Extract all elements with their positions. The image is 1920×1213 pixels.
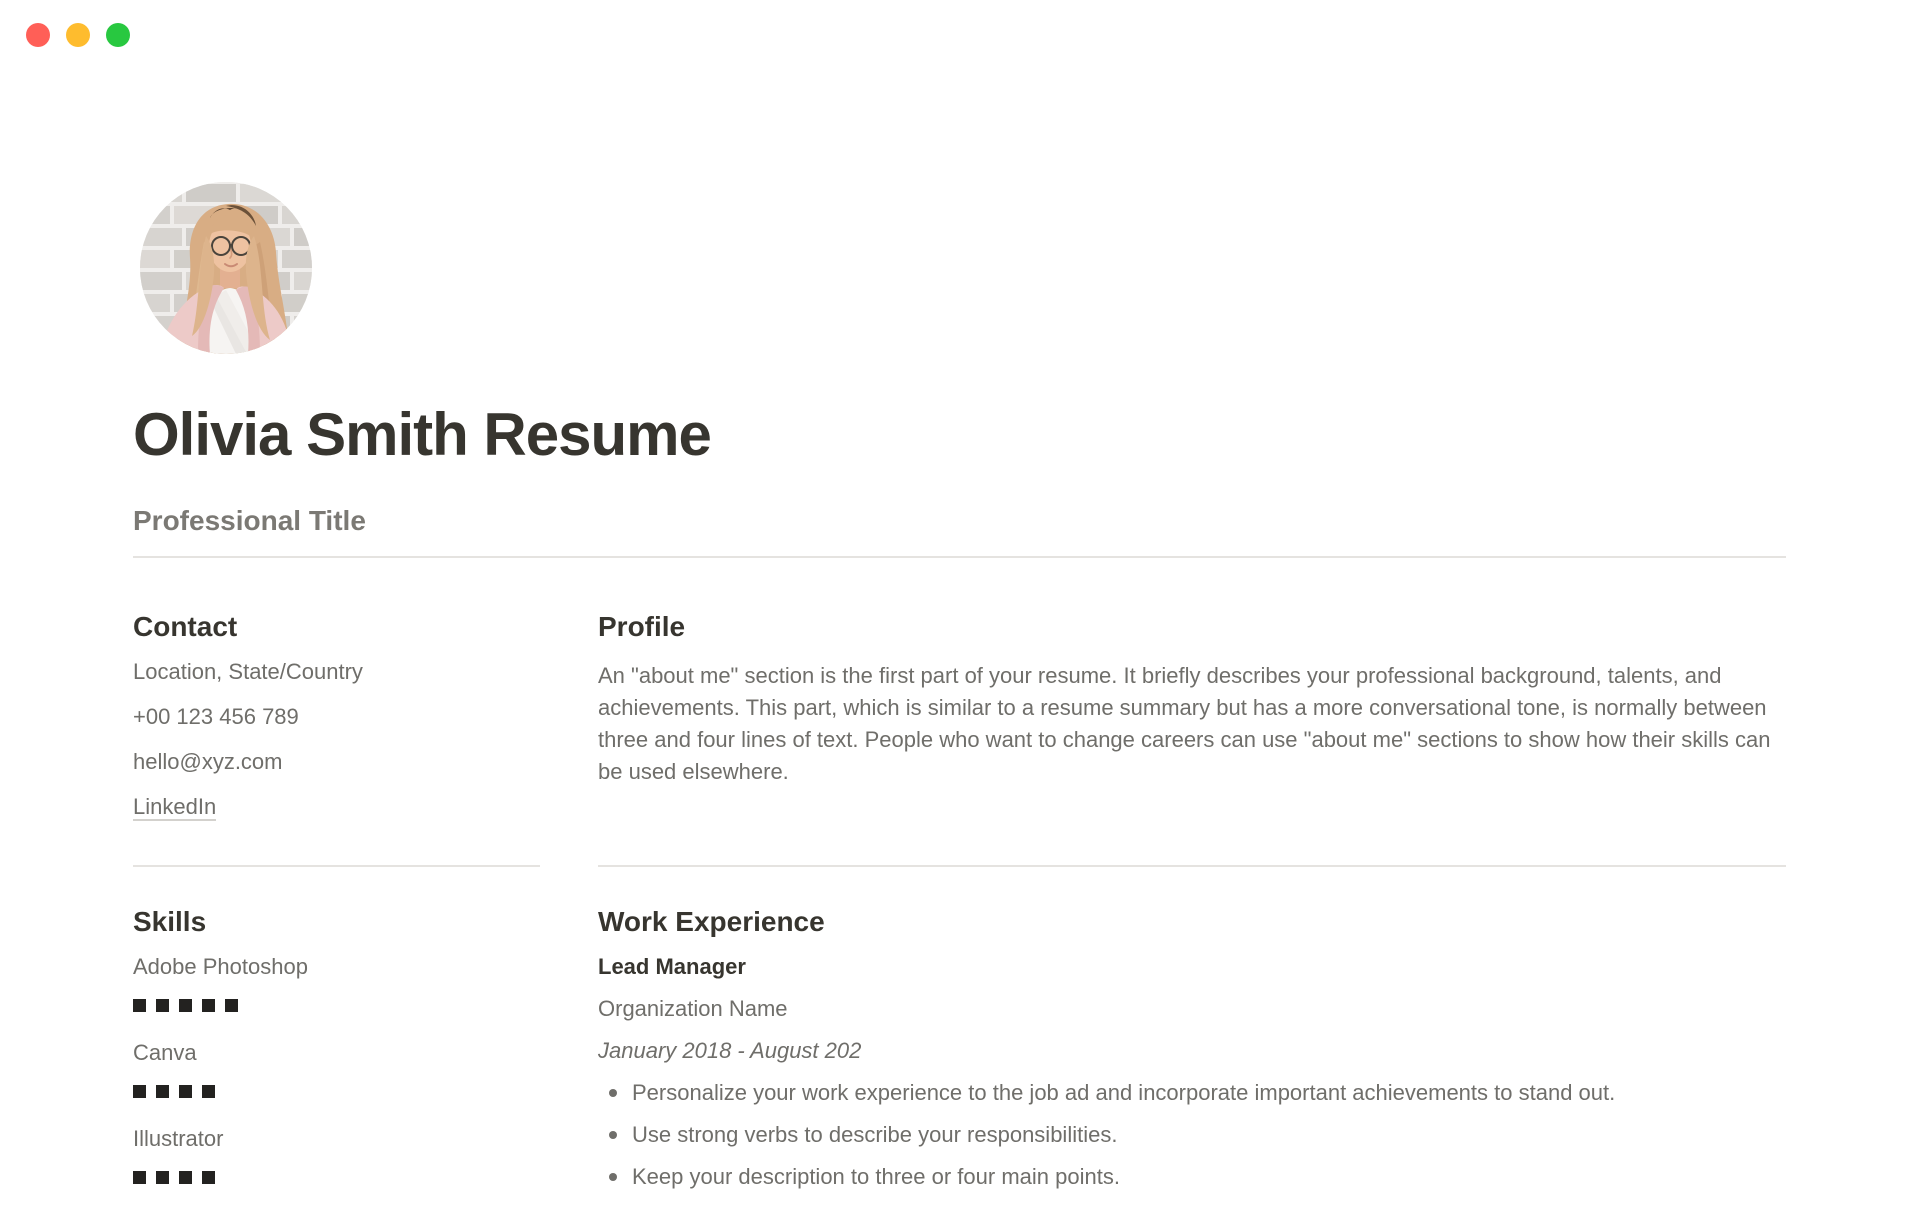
skills-section [133, 905, 540, 1213]
skill-level-square [133, 1085, 146, 1098]
profile-paragraph: An "about me" section is the first part of your resume. It briefly describes your professional background, talents, and achievements. This part, which is similar to a resume summary but has a more conversational tone, is normally between three and four lines of text. People who want to change careers can use "about me" sections to show how their skills can be used elsewhere. [598, 663, 1771, 784]
contact-heading: Contact [133, 611, 238, 642]
skill-item [133, 1041, 540, 1098]
work-experience-bullets [598, 1081, 1786, 1188]
profile-photo [140, 182, 312, 354]
work-experience-bullet: Personalize your work experience to the job ad and incorporate important achievements to stand out. [598, 1081, 1786, 1104]
skill-name: Adobe Photoshop [133, 954, 308, 979]
professional-title: Professional Title [133, 505, 366, 536]
skill-level-square [156, 1085, 169, 1098]
skill-level-square [133, 1171, 146, 1184]
employment-dates: January 2018 - August 202 [598, 1038, 862, 1063]
skill-item [133, 1127, 540, 1184]
profile-heading: Profile [598, 611, 686, 642]
skill-item [133, 955, 540, 1012]
contact-item: Location, State/Country [133, 659, 363, 684]
skill-level-square [133, 999, 146, 1012]
contact-item: +00 123 456 789 [133, 704, 299, 729]
work-experience-bullet: Use strong verbs to describe your responsibilities. [598, 1123, 1786, 1146]
work-experience-section [598, 905, 1786, 1207]
skill-level-square [156, 999, 169, 1012]
skill-level [133, 999, 540, 1012]
skill-level-square [225, 999, 238, 1012]
skill-level [133, 1171, 540, 1184]
job-title: Lead Manager [598, 954, 746, 979]
contact-section [133, 610, 540, 821]
contact-divider [133, 865, 540, 867]
skill-level-square [202, 1171, 215, 1184]
skill-name: Canva [133, 1040, 197, 1065]
linkedin-link[interactable]: LinkedIn [133, 794, 217, 819]
skill-level-square [179, 1171, 192, 1184]
skill-level-square [202, 999, 215, 1012]
header-divider [133, 556, 1786, 558]
skill-level-square [202, 1085, 215, 1098]
page-title: Olivia Smith Resume [133, 401, 711, 468]
contact-item: hello@xyz.com [133, 749, 283, 774]
skill-level [133, 1085, 540, 1098]
profile-section [598, 610, 1786, 788]
window-controls [26, 23, 130, 47]
organization-name: Organization Name [598, 996, 788, 1021]
skill-name: Illustrator [133, 1126, 224, 1151]
zoom-button[interactable] [106, 23, 130, 47]
work-experience-bullet: Keep your description to three or four main points. [598, 1165, 1786, 1188]
profile-divider [598, 865, 1786, 867]
work-experience-heading: Work Experience [598, 906, 825, 937]
skill-level-square [179, 1085, 192, 1098]
skills-heading: Skills [133, 906, 207, 937]
skill-level-square [179, 999, 192, 1012]
skill-level-square [156, 1171, 169, 1184]
minimize-button[interactable] [66, 23, 90, 47]
close-button[interactable] [26, 23, 50, 47]
